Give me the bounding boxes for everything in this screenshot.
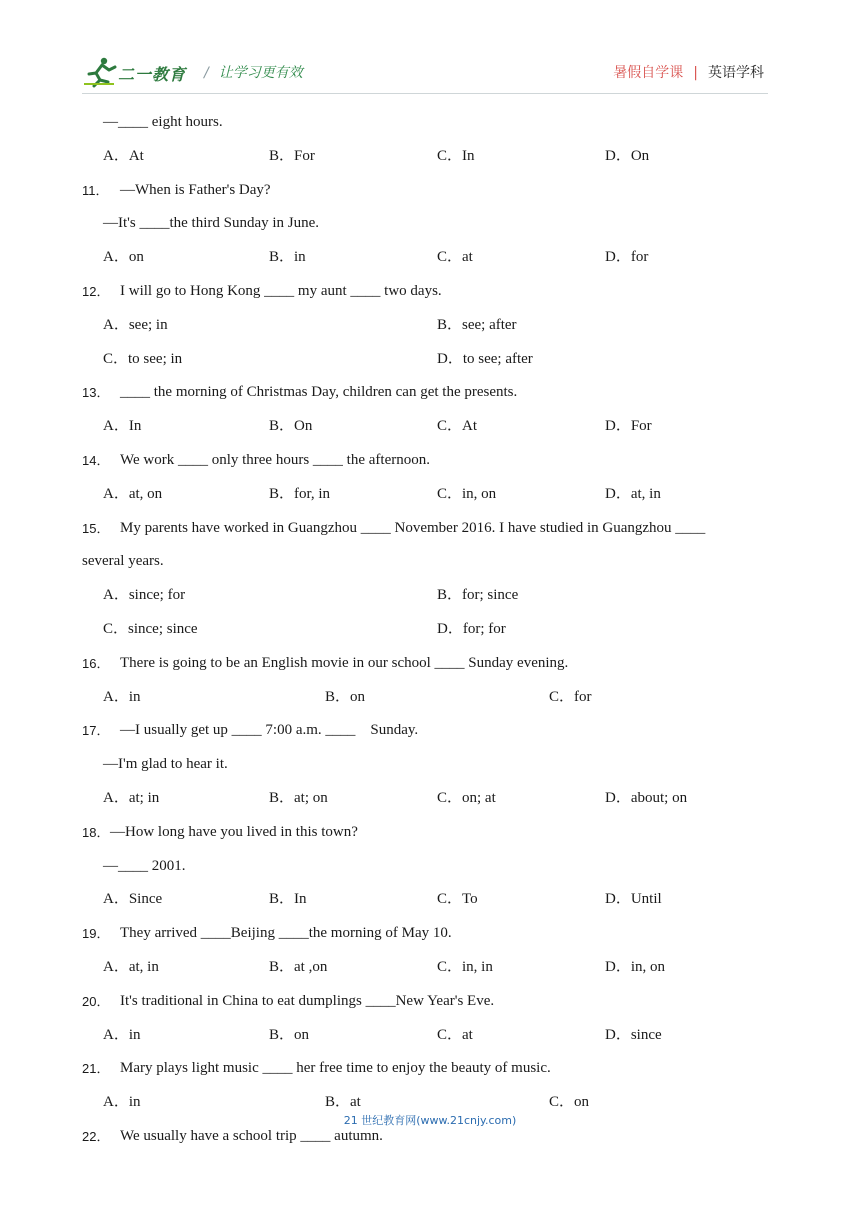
question-number: 18．	[82, 824, 110, 840]
question-text: It's traditional in China to eat dumplings ____New Year's Eve.	[120, 992, 495, 1009]
question-text: We work ____ only three hours ____ the afternoon.	[120, 452, 430, 468]
answer-option[interactable]: B．at	[325, 1094, 361, 1111]
question-text: —When is Father's Day?	[120, 181, 271, 198]
answer-option[interactable]: B．at; on	[269, 790, 328, 806]
answer-option[interactable]: C．on	[549, 1094, 590, 1111]
question-text-continued: several years.	[82, 553, 164, 570]
answer-option[interactable]: D．since	[605, 1026, 662, 1043]
answer-option[interactable]: A．in	[103, 688, 141, 705]
answer-option[interactable]: D．For	[605, 418, 652, 435]
answer-option[interactable]: A．at, on	[103, 485, 163, 502]
answer-option[interactable]: C．at	[437, 249, 473, 266]
runner-logo-icon	[82, 56, 118, 88]
answer-option[interactable]: B．for, in	[269, 485, 331, 502]
answer-option[interactable]: B．for; since	[437, 587, 519, 604]
answer-option[interactable]: B．at ,on	[269, 959, 328, 975]
answer-option[interactable]: A．at, in	[103, 959, 159, 975]
header-course-info	[613, 62, 764, 82]
question-text: —____ eight hours.	[103, 114, 223, 130]
answer-option[interactable]: A．at; in	[103, 790, 160, 806]
question-text-continued: —I'm glad to hear it.	[103, 756, 228, 773]
question-number: 14．	[82, 453, 110, 468]
answer-option[interactable]: B．On	[269, 418, 313, 435]
answer-option[interactable]: A．in	[103, 1026, 141, 1043]
answer-option[interactable]: D．about; on	[605, 790, 688, 806]
answer-option[interactable]: A．since; for	[103, 587, 186, 604]
question-text: ____ the morning of Christmas Day, children can get the presents.	[120, 384, 518, 401]
question-number: 12．	[82, 284, 110, 299]
logo	[82, 56, 194, 88]
slogan	[204, 62, 303, 82]
answer-option[interactable]: C．To	[437, 891, 478, 908]
question-text: Mary plays light music ____ her free time to enjoy the beauty of music.	[120, 1060, 551, 1077]
slogan-text: 让学习更有效	[218, 65, 303, 81]
question-text: There is going to be an English movie in our school ____ Sunday evening.	[120, 654, 569, 671]
answer-option[interactable]: D．to see; after	[437, 350, 533, 367]
answer-option[interactable]: D．for; for	[437, 621, 506, 637]
answer-option[interactable]: D．in, on	[605, 959, 666, 975]
question-number: 21．	[82, 1061, 110, 1077]
answer-option[interactable]: C．to see; in	[103, 350, 183, 367]
question-text-continued: —It's ____the third Sunday in June.	[103, 215, 320, 232]
question-text: My parents have worked in Guangzhou ____ November 2016. I have studied in Guangzhou ____	[120, 519, 706, 536]
answer-option[interactable]: B．In	[269, 891, 307, 908]
slogan-divider: /	[204, 65, 209, 81]
question-number: 11．	[82, 182, 109, 198]
answer-option[interactable]: A．In	[103, 418, 142, 435]
answer-option[interactable]: C．on; at	[437, 790, 496, 806]
question-text-continued: —____ 2001.	[103, 857, 186, 874]
question-number: 16．	[82, 655, 110, 671]
answer-option[interactable]: B．see; after	[437, 316, 517, 333]
answer-option[interactable]: C．At	[437, 418, 478, 435]
answer-option[interactable]: C．in, on	[437, 485, 497, 502]
logo-text: 二一教育	[118, 65, 187, 84]
answer-option[interactable]: D．Until	[605, 891, 662, 908]
answer-option[interactable]: B．in	[269, 249, 306, 266]
page-footer: 21 世纪教育网(www.21cnjy.com)	[343, 1114, 517, 1127]
answer-option[interactable]: C．at	[437, 1026, 473, 1043]
question-text: They arrived ____Beijing ____the morning of May 10.	[120, 925, 452, 942]
question-number: 17．	[82, 723, 110, 739]
header-separator: |	[693, 65, 698, 81]
question-text: I will go to Hong Kong ____ my aunt ____ two days.	[120, 283, 442, 299]
question-number: 13．	[82, 385, 110, 401]
answer-option[interactable]: A．in	[103, 1094, 141, 1111]
answer-option[interactable]: A．on	[103, 249, 144, 266]
answer-option[interactable]: D．for	[605, 249, 649, 266]
course-label: 暑假自学课	[613, 65, 684, 81]
answer-option[interactable]: B．on	[269, 1026, 310, 1043]
answer-option[interactable]: C．In	[437, 147, 475, 164]
answer-option[interactable]: D．at, in	[605, 485, 661, 502]
question-text: —I usually get up ____ 7:00 a.m. ____ Sunday.	[120, 722, 419, 739]
answer-option[interactable]: C．in, in	[437, 959, 493, 975]
question-number: 22．	[82, 1129, 110, 1144]
answer-option[interactable]: B．on	[325, 688, 366, 705]
question-number: 20．	[82, 993, 110, 1009]
question-text: —How long have you lived in this town?	[110, 823, 358, 840]
answer-option[interactable]: C．since; since	[103, 621, 198, 637]
question-number: 19．	[82, 926, 110, 942]
question-text: We usually have a school trip ____ autumn.	[120, 1128, 383, 1144]
subject-label: 英语学科	[708, 65, 764, 81]
answer-option[interactable]: A．At	[103, 147, 144, 164]
answer-option[interactable]: D．On	[605, 147, 650, 164]
header-divider	[82, 93, 768, 94]
answer-option[interactable]: A．Since	[103, 891, 163, 908]
answer-option[interactable]: A．see; in	[103, 316, 168, 333]
answer-option[interactable]: C．for	[549, 688, 592, 705]
answer-option[interactable]: B．For	[269, 147, 315, 164]
question-number: 15．	[82, 520, 110, 536]
page-header	[82, 52, 768, 92]
